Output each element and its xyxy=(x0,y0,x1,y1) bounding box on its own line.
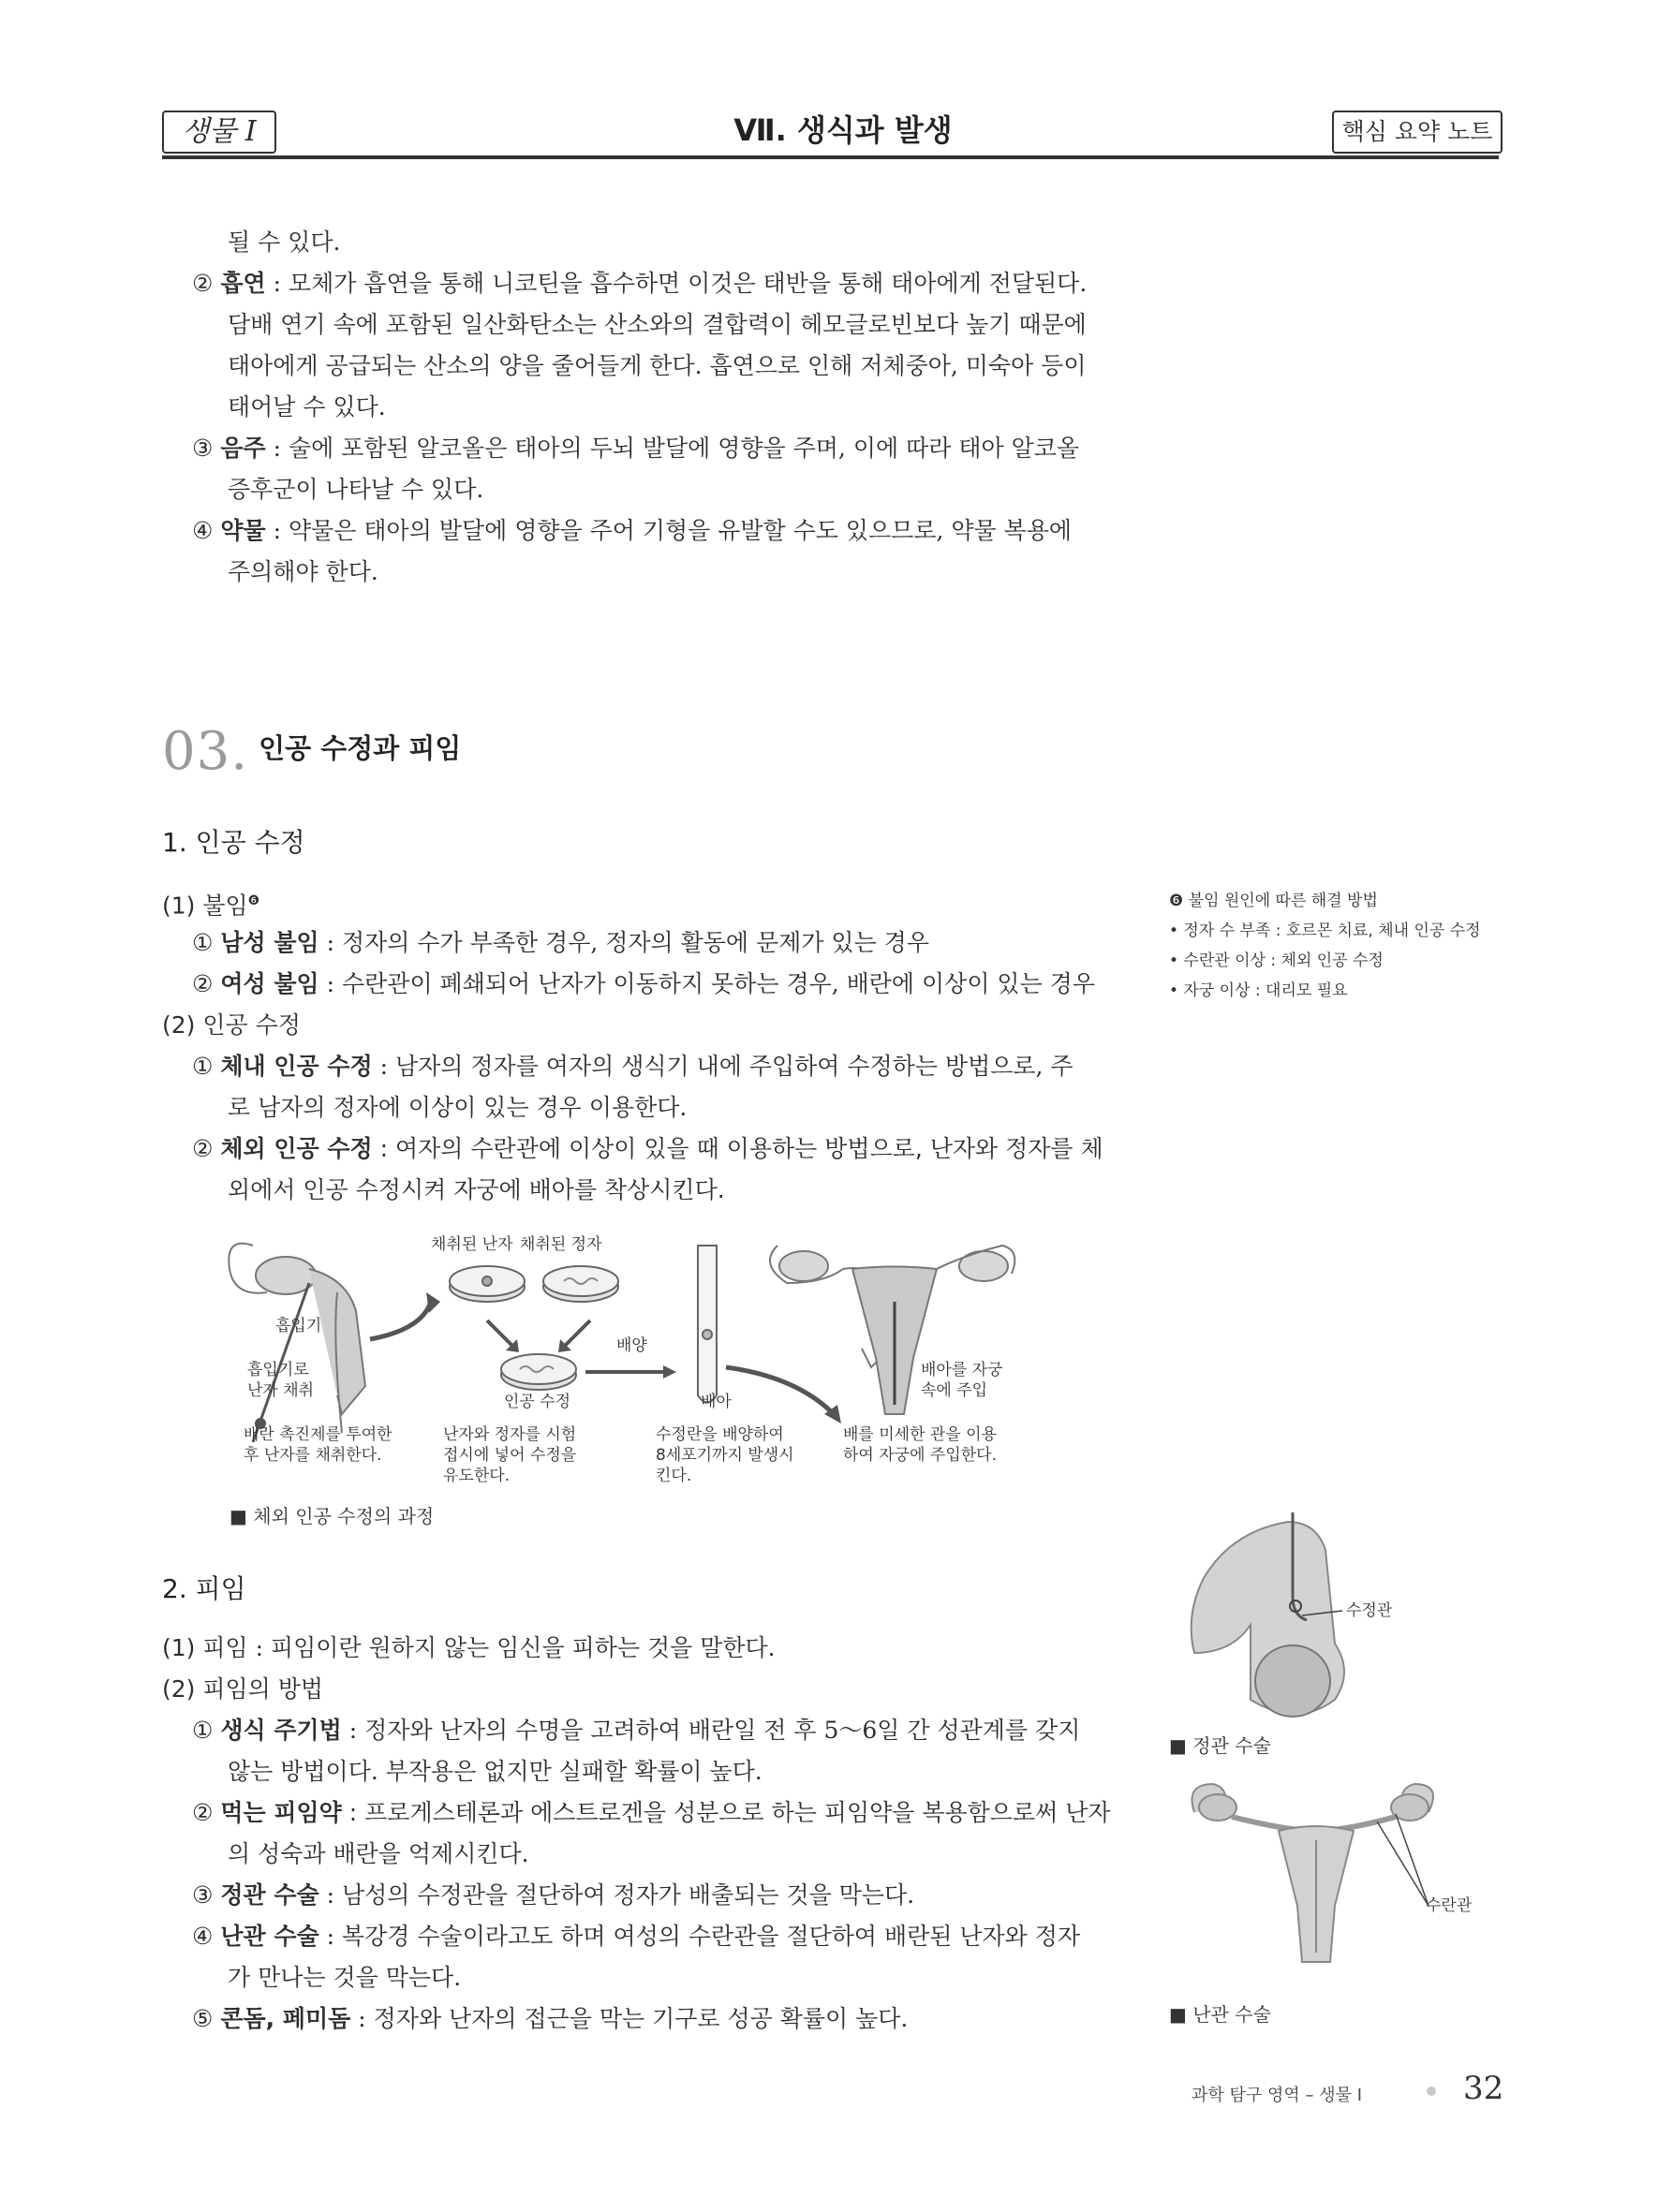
oviduct-label: 수란관 xyxy=(1426,1896,1473,1915)
footer-dot xyxy=(1427,2087,1436,2096)
method-tubal-line2: 가 만나는 것을 막는다. xyxy=(228,1964,462,1991)
ivf-step-4 xyxy=(843,1424,997,1466)
item-marker: ④ xyxy=(192,1923,214,1950)
heading-label: (1) 불임 xyxy=(162,892,248,920)
item-label: 남성 불임 xyxy=(220,929,319,956)
smoking-line4: 태어날 수 있다. xyxy=(228,393,386,420)
item-label: 흡연 xyxy=(220,270,266,297)
item-label: 먹는 피임약 xyxy=(220,1799,342,1826)
male-infertility xyxy=(192,922,929,964)
tubal-caption: ■ 난관 수술 xyxy=(1169,2003,1271,2026)
step-line: 배란 촉진제를 투여한 xyxy=(244,1425,392,1444)
ivf-diagram xyxy=(215,1227,1058,1442)
item-text: : 여자의 수란관에 이상이 있을 때 이용하는 방법으로, 난자와 정자를 체 xyxy=(372,1135,1103,1162)
smoking-line3: 태아에게 공급되는 산소의 양을 줄어들게 한다. 흡연으로 인해 저체중아, 미숙아 등이 xyxy=(228,352,1087,379)
summary-tag: 핵심 요약 노트 xyxy=(1332,111,1503,154)
ivf-step-2 xyxy=(443,1424,576,1486)
def-text: : 피임이란 원하지 않는 임신을 피하는 것을 말한다. xyxy=(247,1634,776,1661)
sidenote-title: ❻ 불임 원인에 따른 해결 방법 xyxy=(1169,892,1378,910)
collected-egg-label: 채취된 난자 xyxy=(431,1235,513,1254)
method-condom xyxy=(192,1998,908,2040)
step-line: 8세포기까지 발생시 xyxy=(656,1446,794,1465)
step-line: 후 난자를 채취한다. xyxy=(244,1446,382,1465)
item-label: 정관 수술 xyxy=(220,1881,319,1909)
step-line: 배를 미세한 관을 이용 xyxy=(843,1425,998,1444)
method-rhythm-line2: 않는 방법이다. 부작용은 없지만 실패할 확률이 높다. xyxy=(228,1758,762,1785)
item-text: : 프로게스테론과 에스트로겐을 성분으로 하는 피임약을 복용함으로써 난자 xyxy=(341,1799,1111,1826)
section-heading xyxy=(162,721,461,782)
item-marker: ② xyxy=(192,270,214,297)
item-marker: ⑤ xyxy=(192,2005,214,2032)
label-line: 배아를 자궁 xyxy=(921,1361,1003,1379)
item-label: 난관 수술 xyxy=(220,1923,319,1950)
footer-text: 과학 탐구 영역 – 생물 Ⅰ xyxy=(1192,2086,1363,2105)
step-line: 난자와 정자를 시험 xyxy=(443,1425,577,1444)
embryo-label: 배아 xyxy=(701,1393,732,1411)
item-label: 생식 주기법 xyxy=(220,1717,342,1744)
sidenote-item: • 자궁 이상 : 대리모 필요 xyxy=(1169,981,1348,1000)
step-line: 접시에 넣어 수정을 xyxy=(443,1446,577,1465)
item-marker: ② xyxy=(192,970,214,997)
item-text: : 수란관이 폐쇄되어 난자가 이동하지 못하는 경우, 배란에 이상이 있는 경우 xyxy=(318,970,1095,997)
section-title: 인공 수정과 피임 xyxy=(259,732,462,764)
item-marker: ③ xyxy=(192,1881,214,1909)
ivf-step-1 xyxy=(244,1424,392,1466)
culture-label: 배양 xyxy=(616,1336,647,1355)
infertility-heading xyxy=(162,880,259,926)
part1-title: 1. 인공 수정 xyxy=(162,827,305,858)
item-text: : 복강경 수술이라고도 하며 여성의 수란관을 절단하여 배란된 난자와 정자 xyxy=(318,1923,1081,1950)
item-text: : 정자의 수가 부족한 경우, 정자의 활동에 문제가 있는 경우 xyxy=(318,929,929,956)
inject-label xyxy=(921,1360,1003,1401)
item-label: 콘돔, 페미돔 xyxy=(220,2005,351,2032)
method-pill xyxy=(192,1792,1111,1834)
arrow-icon xyxy=(370,1302,431,1339)
item-text: : 남성의 수정관을 절단하여 정자가 배출되는 것을 막는다. xyxy=(318,1881,915,1909)
label-line: 난자 채취 xyxy=(247,1381,315,1400)
vas-deferens-label: 수정관 xyxy=(1346,1601,1393,1620)
method-rhythm xyxy=(192,1710,1080,1751)
fertilization-dish-illustration xyxy=(501,1354,576,1390)
ovary-collection-illustration xyxy=(229,1244,365,1433)
drinking-line2: 증후군이 나타날 수 있다. xyxy=(228,476,484,503)
item-marker: ① xyxy=(192,1717,214,1744)
artificial-fertilization-label: 인공 수정 xyxy=(504,1393,571,1411)
arrow-head-icon xyxy=(663,1365,676,1379)
item-text: : 모체가 흡연을 통해 니코틴을 흡수하면 이것은 태반을 통해 태아에게 전달된다. xyxy=(265,270,1088,297)
item-marker: ① xyxy=(192,1053,214,1080)
tubal-ligation-illustration xyxy=(1176,1775,1475,1990)
label-line: 흡입기로 xyxy=(247,1361,309,1379)
item-marker: ① xyxy=(192,929,214,956)
item-marker: ④ xyxy=(192,517,214,544)
ivf-step-3 xyxy=(656,1424,794,1486)
item-label: 체외 인공 수정 xyxy=(220,1135,373,1162)
item-marker: ② xyxy=(192,1135,214,1162)
item-marker: ② xyxy=(192,1799,214,1826)
smoking-line2: 담배 연기 속에 포함된 일산화탄소는 산소와의 결합력이 헤모글로빈보다 높기 때문에 xyxy=(228,311,1087,338)
label-line: 속에 주입 xyxy=(921,1381,988,1400)
arrow-icon xyxy=(726,1367,834,1414)
ai-heading: (2) 인공 수정 xyxy=(162,1011,301,1039)
step-line: 수정란을 배양하여 xyxy=(656,1425,784,1444)
egg-dish-illustration xyxy=(450,1266,525,1302)
sperm-dish-illustration xyxy=(543,1266,618,1302)
step-line: 킨다. xyxy=(656,1467,692,1485)
item-text: : 술에 포함된 알코올은 태아의 두뇌 발달에 영향을 주며, 이에 따라 태아 알코올 xyxy=(265,435,1080,462)
contraception-def xyxy=(162,1628,776,1669)
ivf-caption: ■ 체외 인공 수정의 과정 xyxy=(229,1505,435,1527)
sidenote-item: • 수란관 이상 : 체외 인공 수정 xyxy=(1169,951,1384,970)
footnote-marker: ❻ xyxy=(247,893,260,908)
section-number: 03. xyxy=(162,721,249,782)
item-text: : 남자의 정자를 여자의 생식기 내에 주입하여 수정하는 방법으로, 주 xyxy=(372,1053,1073,1080)
female-infertility xyxy=(192,964,1095,1005)
step-line: 유도한다. xyxy=(443,1467,511,1485)
test-tube-illustration xyxy=(698,1246,717,1403)
item-label: 약물 xyxy=(220,517,266,544)
vasectomy-caption: ■ 정관 수술 xyxy=(1169,1734,1271,1757)
method-vasectomy xyxy=(192,1875,914,1916)
drugs-line2: 주의해야 한다. xyxy=(228,558,378,585)
smoking-item xyxy=(192,263,1087,304)
chapter-title: Ⅶ. 생식과 발생 xyxy=(733,112,953,148)
item-label: 체내 인공 수정 xyxy=(220,1053,373,1080)
drinking-item xyxy=(192,428,1079,469)
sidenote-item: • 정자 수 부족 : 호르몬 치료, 체내 인공 수정 xyxy=(1169,922,1481,940)
method-tubal xyxy=(192,1916,1080,1957)
intro-line0: 될 수 있다. xyxy=(228,229,341,256)
arrow-icon xyxy=(564,1320,590,1347)
item-label: 여성 불임 xyxy=(220,970,319,997)
external-ai xyxy=(192,1128,1103,1170)
item-text: : 정자와 난자의 접근을 막는 기구로 성공 확률이 높다. xyxy=(350,2005,909,2032)
part2-title: 2. 피임 xyxy=(162,1573,246,1604)
arrow-icon xyxy=(487,1320,513,1347)
method-pill-line2: 의 성숙과 배란을 억제시킨다. xyxy=(228,1840,529,1867)
drugs-item xyxy=(192,510,1072,552)
subject-tag: 생물 I xyxy=(162,111,276,154)
aspirator-collect-label xyxy=(247,1360,314,1401)
methods-heading: (2) 피임의 방법 xyxy=(162,1675,324,1703)
step-line: 하여 자궁에 주입한다. xyxy=(843,1446,998,1465)
header-rule xyxy=(162,155,1499,159)
item-marker: ③ xyxy=(192,435,214,462)
sidenote xyxy=(1169,886,1481,1006)
collected-sperm-label: 채취된 정자 xyxy=(520,1235,602,1254)
aspirator-label: 흡입기 xyxy=(275,1317,322,1335)
external-ai-line2: 외에서 인공 수정시켜 자궁에 배아를 착상시킨다. xyxy=(228,1176,725,1203)
item-text: : 약물은 태아의 발달에 영향을 주어 기형을 유발할 수도 있으므로, 약물 복용에 xyxy=(265,517,1073,544)
internal-ai-line2: 로 남자의 정자에 이상이 있는 경우 이용한다. xyxy=(228,1094,688,1121)
page-number: 32 xyxy=(1463,2070,1504,2107)
item-text: : 정자와 난자의 수명을 고려하여 배란일 전 후 5～6일 간 성관계를 갖지 xyxy=(341,1717,1081,1744)
def-label: (1) 피임 xyxy=(162,1634,248,1661)
internal-ai xyxy=(192,1046,1073,1087)
item-label: 음주 xyxy=(220,435,266,462)
